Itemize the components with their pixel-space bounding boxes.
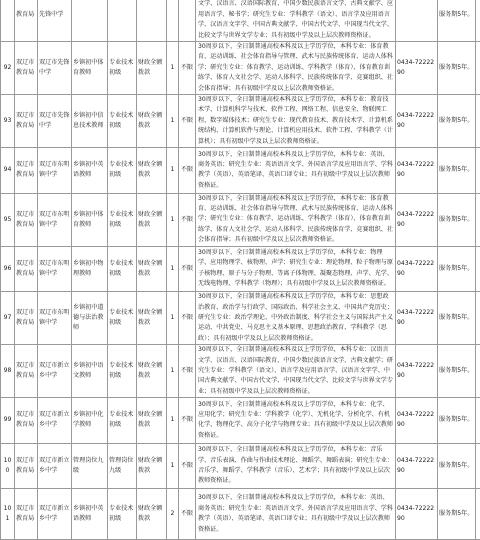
edge-cell (476, 489, 480, 540)
requirements-cell: 30周岁以下，全日制普通高校本科及以上学历学位，本科专业：汉语言文学、汉语言、汉语国际教育、中国少数民族语言文学、古典文献学；研究生专业：学科教学（语文）、语言学及应用语言学、汉语言文字学、中国古典文献学、中国古代文学、中国现当代文学、比较文学与世界文学专业；具有初级中学及以上层次教师资格证。 (196, 345, 396, 398)
headcount-cell: 1 (167, 292, 179, 345)
post-name-cell: 乡镇初中道德与法治教师 (72, 292, 108, 345)
row-number-cell: 96 (1, 246, 15, 292)
headcount-cell: 1 (167, 398, 179, 444)
requirements-cell: 30周岁以下，全日制普通高校本科及以上学历学位，本科专业：英语、商务英语；研究生专业：英语语言文学、外国语言学及应用语言学、学科教学（英语）、英语笔译、英语口译专业；具有初级中学及以上层次教师资格证。 (196, 148, 396, 194)
recruit-mode-cell: 不限 (179, 398, 196, 444)
department-cell: 双辽市教育局 (15, 148, 38, 194)
requirements-cell: 文学、汉语言、汉语国际教育、中国少数民族语言文学、古典文献学、应用语言学、秘书学；研究生专业：学科教学（语文）、语言学及应用语言学、汉语言文字学、中国古典文献学、中国古代文学、中国现当代文学、比较文学与世界文学专业；具有初级中学及以上层次教师资格证。 (196, 0, 396, 42)
requirements-cell: 30周岁以下，全日制普通高校本科及以上学历学位，本科专业：体育教育、运动训练、社会体育指导与管理、武术与民族传统体育、运动人体科学；研究生专业：体育教学、运动训练、学科教学（体育）、体育教育训练学、体育人文社会学、运动人体科学、民族传统体育学、竞赛组织、社会体育指导；具有初级中学及以上层次教师资格证。 (196, 193, 396, 246)
table-row (1, 0, 480, 42)
requirements-cell: 30周岁以下，全日制普通高校本科及以上学历学位，本科专业：思想政治教育、政治学与行政学、国际政治、科学社会主义、中国共产党历史；研究生专业：政治学理论、中外政治制度、科学社会主义与国际共产主义运动、中共党史、马克思主义基本原理、思想政治教育、学科教学（思政）；具有初级中学及以上层次教师资格证。 (196, 292, 396, 345)
contact-phone-cell: 0434-7222290 (396, 148, 438, 194)
row-number-cell: 98 (1, 345, 15, 398)
post-name-cell: 乡镇初中化学教师 (72, 398, 108, 444)
recruit-mode-cell: 不限 (179, 246, 196, 292)
recruit-mode-cell: 不限 (179, 345, 196, 398)
post-category-cell (108, 0, 137, 42)
employer-unit-cell: 双辽市东明镇中学 (38, 246, 72, 292)
employer-unit-cell: 双辽市东明镇中学 (38, 148, 72, 194)
recruit-mode-cell: 不限 (179, 292, 196, 345)
funding-type-cell: 财政全额拨款 (137, 292, 167, 345)
post-name-cell: 乡镇初中物理教师 (72, 246, 108, 292)
department-cell: 双辽市教育局 (15, 489, 38, 540)
department-cell: 双辽市教育局 (15, 345, 38, 398)
post-name-cell: 乡镇初中英语教师 (72, 489, 108, 540)
edge-cell (476, 193, 480, 246)
recruit-mode-cell (179, 0, 196, 42)
funding-type-cell: 财政全额拨款 (137, 489, 167, 540)
contact-phone-cell: 0434-7222290 (396, 345, 438, 398)
department-cell: 双辽市教育局 (15, 95, 38, 148)
row-number-cell: 95 (1, 193, 15, 246)
employer-unit-cell: 双辽市新立乡中学 (38, 345, 72, 398)
recruit-mode-cell: 不限 (179, 443, 196, 489)
headcount-cell: 1 (167, 95, 179, 148)
employer-unit-cell: 双辽市东明镇中学 (38, 193, 72, 246)
funding-type-cell: 财政全额拨款 (137, 246, 167, 292)
post-category-cell: 专业技术初级 (108, 148, 137, 194)
funding-type-cell: 财政全额拨款 (137, 42, 167, 95)
remarks-cell: 服务期5年。 (438, 95, 476, 148)
headcount-cell: 1 (167, 42, 179, 95)
funding-type-cell: 财政全额拨款 (137, 148, 167, 194)
requirements-cell: 30周岁以下，全日制普通高校本科及以上学历学位，本科专业：教育技术学、计算机科学与技术、软件工程、网络工程、信息安全、物联网工程、数字媒体技术；研究生专业：现代教育技术、教育技术学、计算机系统结构、计算机软件与理论、计算机应用技术、软件工程、学科教学（计算机）；具有初级中学及以上层次教师资格证。 (196, 95, 396, 148)
table-row (1, 95, 480, 148)
post-name-cell: 乡镇初中信息技术教师 (72, 95, 108, 148)
edge-cell (476, 292, 480, 345)
employer-unit-cell: 双辽市先锋中学 (38, 95, 72, 148)
edge-cell (476, 42, 480, 95)
recruit-mode-cell: 不限 (179, 148, 196, 194)
row-number-cell: 101 (1, 489, 15, 540)
contact-phone-cell: 0434-7222290 (396, 246, 438, 292)
contact-phone-cell: 0434-7222290 (396, 292, 438, 345)
headcount-cell: 1 (167, 246, 179, 292)
post-name-cell (72, 0, 108, 42)
funding-type-cell: 财政全额拨款 (137, 95, 167, 148)
remarks-cell: 服务期5年。 (438, 398, 476, 444)
remarks-cell: 服务期5年。 (438, 148, 476, 194)
requirements-cell: 30周岁以下，全日制普通高校本科及以上学历学位，本科专业：体育教育、运动训练、社会体育指导与管理、武术与民族传统体育、运动人体科学；研究生专业：体育教学、运动训练、学科教学（体育）、体育教育训练学、体育人文社会学、运动人体科学、民族传统体育学、竞赛组织、社会体育指导；具有初级中学及以上层次教师资格证。 (196, 42, 396, 95)
contact-phone-cell (396, 0, 438, 42)
edge-cell (476, 246, 480, 292)
funding-type-cell: 财政全额拨款 (137, 443, 167, 489)
employer-unit-cell: 双辽市新立乡中学 (38, 489, 72, 540)
department-cell: 双辽市教育局 (15, 193, 38, 246)
remarks-cell: 服务期5年。 (438, 246, 476, 292)
row-number-cell: 100 (1, 443, 15, 489)
funding-type-cell: 财政全额拨款 (137, 193, 167, 246)
headcount-cell: 1 (167, 193, 179, 246)
funding-type-cell: 财政全额拨款 (137, 398, 167, 444)
post-name-cell: 管理岗位九级 (72, 443, 108, 489)
remarks-cell: 服务期5年。 (438, 345, 476, 398)
department-cell: 双辽市教育局 (15, 246, 38, 292)
edge-cell (476, 398, 480, 444)
funding-type-cell: 财政全额拨款 (137, 345, 167, 398)
row-number-cell: 97 (1, 292, 15, 345)
remarks-cell: 服务期5年。 (438, 443, 476, 489)
employer-unit-cell: 双辽市东明镇中学 (38, 292, 72, 345)
remarks-cell: 服务期5年。 (438, 489, 476, 540)
employer-unit-cell: 双辽市新立乡中学 (38, 443, 72, 489)
table-row (1, 398, 480, 444)
post-category-cell: 专业技术初级 (108, 292, 137, 345)
requirements-cell: 30周岁以下，全日制普通高校本科及以上学历学位，本科专业：物理学、应用物理学、核物理、声学；研究生专业：理论物理、粒子物理与原子核物理、原子与分子物理、等离子体物理、凝聚态物理、声学、光学、无线电物理、学科教学（物理）；具有初级中学及以上层次教师资格证。 (196, 246, 396, 292)
headcount-cell (167, 0, 179, 42)
post-name-cell: 乡镇初中英语教师 (72, 148, 108, 194)
edge-cell (476, 95, 480, 148)
table-row (1, 489, 480, 540)
contact-phone-cell: 0434-7222290 (396, 95, 438, 148)
department-cell: 双辽市教育局 (15, 42, 38, 95)
table-row (1, 292, 480, 345)
department-cell: 双辽市教育局 (15, 398, 38, 444)
remarks-cell: 服务期5年。 (438, 0, 476, 42)
contact-phone-cell: 0434-7222290 (396, 193, 438, 246)
department-cell: 双辽市教育局 (15, 443, 38, 489)
post-name-cell: 乡镇初中体育教师 (72, 193, 108, 246)
headcount-cell: 1 (167, 345, 179, 398)
requirements-cell: 30周岁以下，全日制普通高校本科及以上学历学位，本科专业：英语、商务英语；研究生专业：英语语言文学、外国语言学及应用语言学、学科教学（英语）、英语笔译、英语口译专业；具有初级中学及以上层次教师资格证。 (196, 489, 396, 540)
post-category-cell: 专业技术初级 (108, 398, 137, 444)
table-row (1, 148, 480, 194)
post-category-cell: 专业技术初级 (108, 42, 137, 95)
employer-unit-cell: 双辽市先锋中学 (38, 42, 72, 95)
row-number-cell: 99 (1, 398, 15, 444)
contact-phone-cell: 0434-7222290 (396, 443, 438, 489)
remarks-cell: 服务期5年。 (438, 193, 476, 246)
table-row (1, 42, 480, 95)
recruit-mode-cell: 不限 (179, 193, 196, 246)
employer-unit-cell: 双辽市新立乡中学 (38, 398, 72, 444)
row-number-cell (1, 0, 15, 42)
department-cell: 教育局 (15, 0, 38, 42)
contact-phone-cell: 0434-7222290 (396, 398, 438, 444)
department-cell: 双辽市教育局 (15, 292, 38, 345)
headcount-cell: 2 (167, 489, 179, 540)
headcount-cell: 1 (167, 148, 179, 194)
post-category-cell: 专业技术初级 (108, 246, 137, 292)
post-name-cell: 乡镇初中语文教师 (72, 345, 108, 398)
remarks-cell: 服务期5年。 (438, 292, 476, 345)
row-number-cell: 94 (1, 148, 15, 194)
funding-type-cell (137, 0, 167, 42)
table-row (1, 443, 480, 489)
table-row (1, 345, 480, 398)
edge-cell (476, 345, 480, 398)
post-category-cell: 专业技术初级 (108, 95, 137, 148)
requirements-cell: 30周岁以下，全日制普通高校本科及以上学历学位，本科专业：音乐学、音乐表演、作曲与作曲技术理论、舞蹈学、舞蹈表演；研究生专业：音乐学、舞蹈学、学科教学（音乐）、艺术学；具有初级中学及以上层次教师资格证。 (196, 443, 396, 489)
contact-phone-cell: 0434-7222290 (396, 42, 438, 95)
edge-cell (476, 148, 480, 194)
edge-cell (476, 0, 480, 42)
post-name-cell: 乡镇初中体育教师 (72, 42, 108, 95)
row-number-cell: 93 (1, 95, 15, 148)
recruit-mode-cell: 不限 (179, 489, 196, 540)
remarks-cell: 服务期5年。 (438, 42, 476, 95)
table-row (1, 193, 480, 246)
recruit-mode-cell: 不限 (179, 42, 196, 95)
post-category-cell: 专业技术初级 (108, 193, 137, 246)
headcount-cell: 1 (167, 443, 179, 489)
post-category-cell: 管理岗位九级 (108, 443, 137, 489)
row-number-cell: 92 (1, 42, 15, 95)
table-row (1, 246, 480, 292)
employer-unit-cell: 先锋中学 (38, 0, 72, 42)
post-category-cell: 专业技术初级 (108, 345, 137, 398)
post-category-cell: 专业技术初级 (108, 489, 137, 540)
edge-cell (476, 443, 480, 489)
recruit-mode-cell: 不限 (179, 95, 196, 148)
contact-phone-cell: 0434-7222290 (396, 489, 438, 540)
requirements-cell: 30周岁以下，全日制普通高校本科及以上学历学位，本科专业：化学、应用化学；研究生专业：学科教学（化学）、无机化学、分析化学、有机化学、物理化学、高分子化学与物理专业；具有初级中学及以上层次教师资格证。 (196, 398, 396, 444)
